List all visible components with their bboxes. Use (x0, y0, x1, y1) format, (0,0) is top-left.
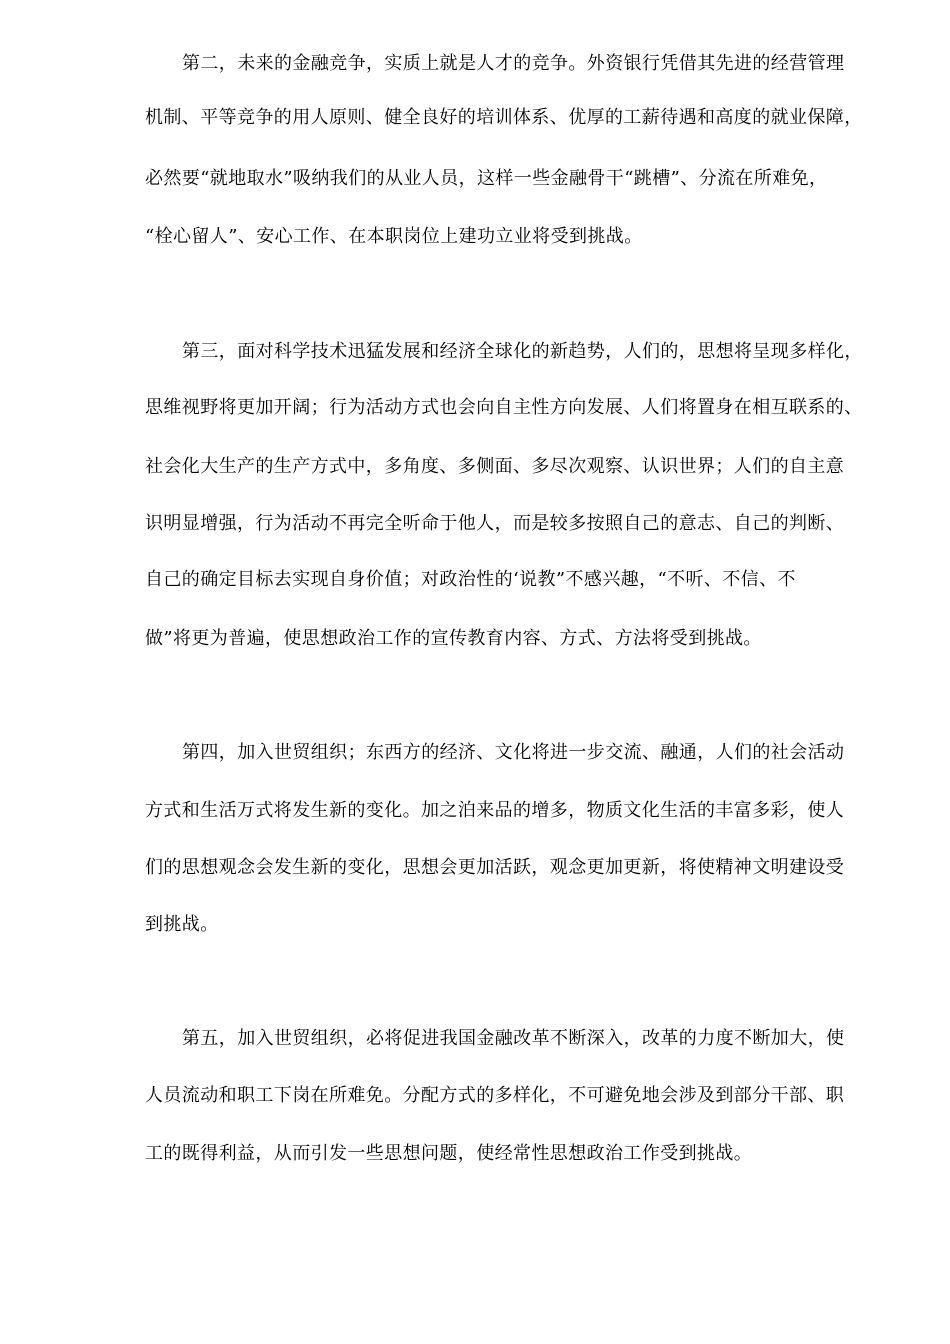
paragraph-line: 第四，加入世贸组织；东西方的经济、文化将进一步交流、融通，人们的社会活动 (182, 742, 845, 763)
paragraph-line: 人员流动和职工下岗在所难免。分配方式的多样化，不可避免地会涉及到部分干部、职 (145, 1085, 845, 1106)
paragraph-line: 第三，面对科学技术迅猛发展和经济全球化的新趋势，人们的，思想将呈现多样化， (182, 341, 863, 362)
paragraph-line: 识明显增强，行为活动不再完全听命于他人，而是较多按照自己的意志、自己的判断、 (145, 513, 845, 534)
paragraph-line: 第五，加入世贸组织，必将促进我国金融改革不断深入，改革的力度不断加大，使 (182, 1028, 845, 1049)
paragraph-line: 必然要“就地取水”吸纳我们的从业人员，这样一些金融骨干“跳槽”、分流在所难免， (145, 168, 828, 189)
paragraph-line: 工的既得利益，从而引发一些思想问题，使经常性思想政治工作受到挑战。 (145, 1143, 753, 1164)
paragraph-line: 方式和生活万式将发生新的变化。加之泊来品的增多，物质文化生活的丰富多彩，使人 (145, 800, 845, 821)
paragraph-line: 做”将更为普遍，使思想政治工作的宣传教育内容、方式、方法将受到挑战。 (145, 628, 762, 649)
paragraph-line: “栓心留人”、安心工作、在本职岗位上建功立业将受到挑战。 (145, 226, 643, 247)
paragraph-line: 们的思想观念会发生新的变化，思想会更加活跃，观念更加更新，将使精神文明建设受 (145, 857, 845, 878)
paragraph-line: 思维视野将更加开阔；行为活动方式也会向自主性方向发展、人们将置身在相互联系的、 (145, 397, 863, 418)
paragraph-line: 社会化大生产的生产方式中，多角度、多侧面、多尽次观察、认识世界；人们的自主意 (145, 456, 845, 477)
paragraph-line: 自己的确定目标去实现自身价值；对政治性的‘说教”不感兴趣，“不听、不信、不 (145, 569, 796, 590)
paragraph-line: 第二，未来的金融竞争，实质上就是人才的竞争。外资银行凭借其先进的经营管理 (182, 53, 845, 74)
paragraph-line: 机制、平等竞争的用人原则、健全良好的培训体系、优厚的工薪待遇和高度的就业保障， (145, 107, 863, 128)
paragraph-line: 到挑战。 (145, 914, 219, 935)
